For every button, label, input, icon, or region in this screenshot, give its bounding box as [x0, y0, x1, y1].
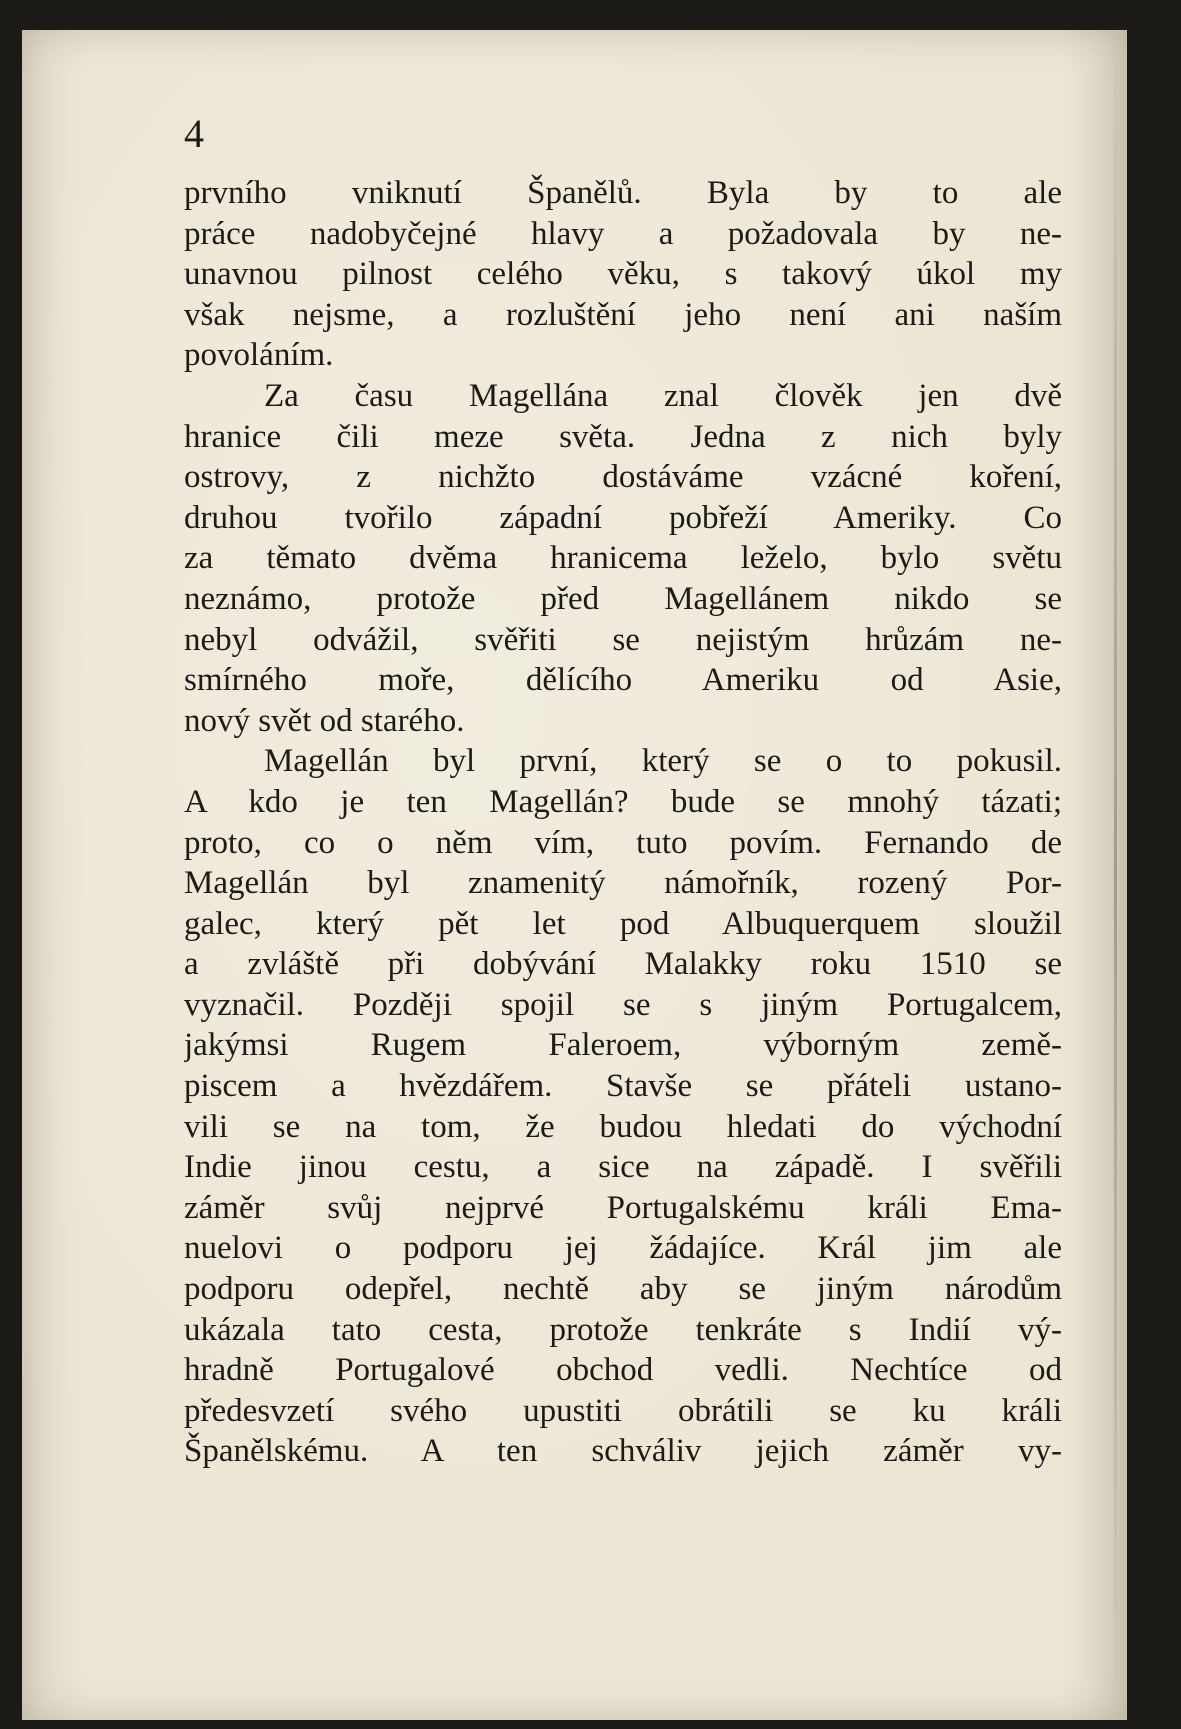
- text-line: Španělskému. A ten schváliv jejich záměr vy-: [184, 1433, 1062, 1470]
- text-line: nuelovi o podporu jej žádajíce. Král jim ale: [184, 1230, 1062, 1267]
- page-number: 4: [184, 111, 204, 156]
- page-edge-shadow: [1114, 30, 1117, 1720]
- text-line: Za času Magellána znal člověk jen dvě: [264, 377, 1062, 414]
- text-line: záměr svůj nejprvé Portugalskému králi Ema-: [184, 1189, 1062, 1226]
- text-line: A kdo je ten Magellán? bude se mnohý tázati;: [184, 783, 1062, 820]
- text-line: galec, který pět let pod Albuquerquem sloužil: [184, 905, 1062, 942]
- text-line: piscem a hvězdářem. Stavše se přáteli ustano-: [184, 1068, 1062, 1105]
- text-line: a zvláště při dobývání Malakky roku 1510 se: [184, 946, 1062, 983]
- text-line: hranice čili meze světa. Jedna z nich byly: [184, 418, 1062, 455]
- text-line: jakýmsi Rugem Faleroem, výborným země-: [184, 1027, 1062, 1064]
- text-line: ostrovy, z nichžto dostáváme vzácné koření,: [184, 459, 1062, 496]
- text-line: za těmato dvěma hranicema leželo, bylo světu: [184, 540, 1062, 577]
- text-line: hradně Portugalové obchod vedli. Nechtíce od: [184, 1352, 1062, 1389]
- text-line: Magellán byl znamenitý námořník, rozený Por-: [184, 865, 1062, 902]
- text-line: ukázala tato cesta, protože tenkráte s Indií vý-: [184, 1311, 1062, 1348]
- text-line: proto, co o něm vím, tuto povím. Fernando de: [184, 824, 1062, 861]
- text-line: smírného moře, dělícího Ameriku od Asie,: [184, 662, 1062, 699]
- text-line: druhou tvořilo západní pobřeží Ameriky. Co: [184, 499, 1062, 536]
- text-line: vyznačil. Později spojil se s jiným Portugalcem,: [184, 986, 1062, 1023]
- text-line: Indie jinou cestu, a sice na západě. I svěřili: [184, 1149, 1062, 1186]
- body-text: [184, 173, 1062, 1472]
- text-line: však nejsme, a rozluštění jeho není ani naším: [184, 296, 1062, 333]
- text-line: vili se na tom, že budou hledati do východní: [184, 1108, 1062, 1145]
- text-line: podporu odepřel, nechtě aby se jiným národům: [184, 1271, 1062, 1308]
- text-line: nebyl odvážil, svěřiti se nejistým hrůzám ne-: [184, 621, 1062, 658]
- book-page: [22, 30, 1127, 1720]
- text-line: předesvzetí svého upustiti obrátili se ku králi: [184, 1392, 1062, 1429]
- text-line: práce nadobyčejné hlavy a požadovala by ne-: [184, 215, 1062, 252]
- text-line: prvního vniknutí Španělů. Byla by to ale: [184, 175, 1062, 211]
- text-line: povoláním.: [184, 337, 334, 374]
- text-line: nový svět od starého.: [184, 702, 465, 739]
- text-line: neznámo, protože před Magellánem nikdo se: [184, 580, 1062, 617]
- text-line: unavnou pilnost celého věku, s takový úkol my: [184, 256, 1062, 293]
- text-line: Magellán byl první, který se o to pokusil.: [264, 743, 1062, 780]
